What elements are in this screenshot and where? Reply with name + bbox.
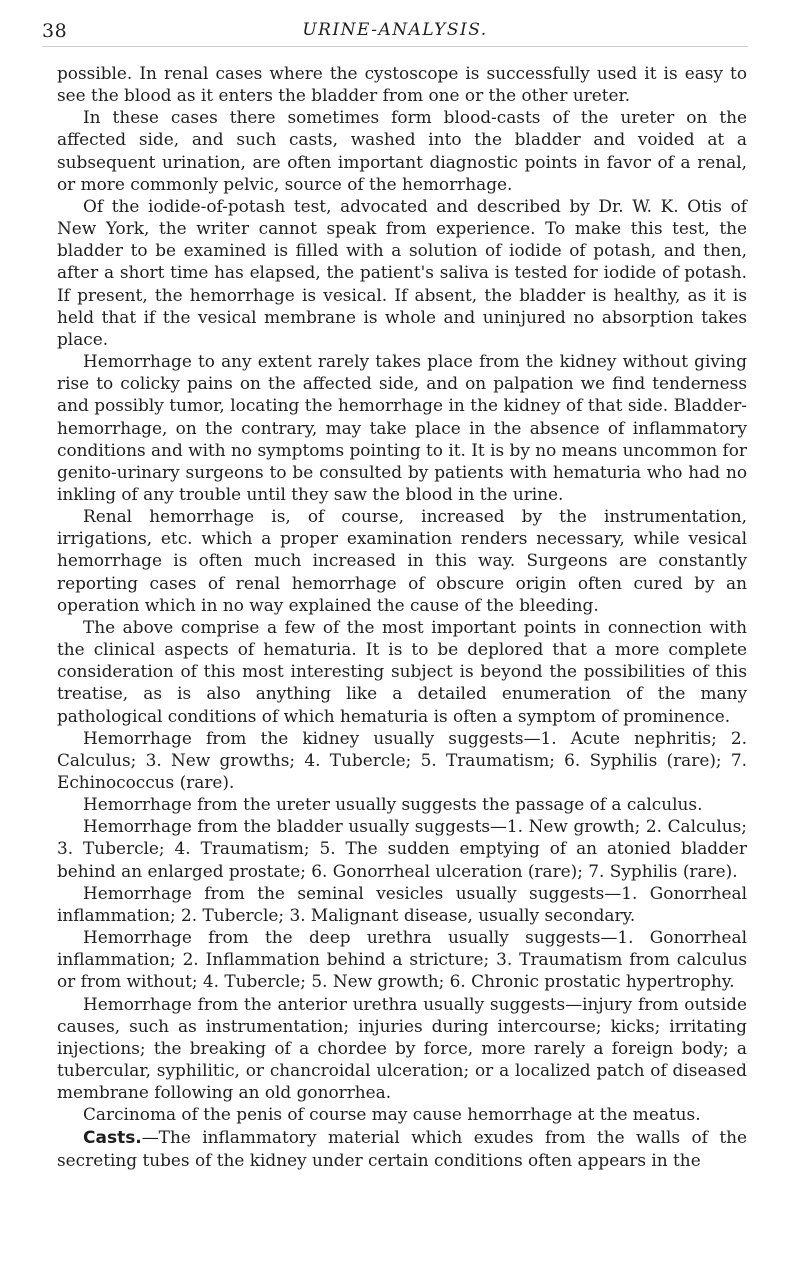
paragraph-renal-hemorrhage: Renal hemorrhage is, of course, increased by the instrumentation, irrigations, etc. which a proper examination renders necessary, while vesical hemorrhage is often much increased in this way. Surgeons are constantly reporting cases of renal hemorrhage of obscure origin often cured by an operation which in no way explained the cause of the bleeding. — [57, 506, 747, 615]
paragraph-carcinoma: Carcinoma of the penis of course may cause hemorrhage at the meatus. — [83, 1104, 701, 1125]
casts-heading: Casts. — [83, 1127, 142, 1148]
paragraph-casts — [57, 1126, 747, 1171]
page-number: 38 — [42, 20, 68, 42]
page-body — [57, 62, 747, 1171]
paragraph-ureter: Hemorrhage from the ureter usually suggests the passage of a calculus. — [83, 794, 703, 815]
paragraph-clinical-aspects: The above comprise a few of the most important points in connection with the clinical aspects of hematuria. It is to be deplored that a more complete consideration of this most interesting subject is beyond the possibilities of this treatise, as is also anything like a detailed enumeration of the many pathological conditions of which hematuria is often a symptom of prominence. — [57, 616, 747, 726]
paragraph-bladder-list: Hemorrhage from the bladder usually suggests—1. New growth; 2. Calculus; 3. Tubercle; 4. Traumatism; 5. The sudden emptying of an atonied bladder behind an enlarged prostate; 6. Gonorrheal ulceration (rare); 7. Syphilis (rare). — [57, 816, 747, 881]
paragraph-anterior-urethra: Hemorrhage from the anterior urethra usually suggests—injury from outside causes, such as instrumentation; injuries during intercourse; kicks; irritating injections; the breaking of a chordee by force, more rarely a foreign body; a tubercular, syphilitic, or chancroidal ulceration; or a localized patch of diseased membrane following an old gonorrhea. — [57, 993, 747, 1103]
paragraph-seminal-vesicles: Hemorrhage from the seminal vesicles usually suggests—1. Gonorrheal inflammation; 2. Tubercle; 3. Malignant disease, usually secondary. — [57, 882, 747, 925]
running-head: URINE-ANALYSIS. — [302, 20, 488, 40]
page-header — [42, 12, 748, 47]
casts-text: —The inflammatory material which exudes from the walls of the secreting tubes of the kidney under certain conditions often appears in the — [57, 1126, 747, 1170]
paragraph-deep-urethra: Hemorrhage from the deep urethra usually suggests—1. Gonorrheal inflammation; 2. Inflammation behind a stricture; 3. Traumatism from calculus or from without; 4. Tubercle; 5. New growth; 6. Chronic prostatic hypertrophy. — [57, 927, 747, 992]
paragraph-kidney-hemorrhage: Hemorrhage to any extent rarely takes place from the kidney without giving rise to colicky pains on the affected side, and on palpation we find tenderness and possibly tumor, locating the hemorrhage in the kidney of that side. Bladder-hemorrhage, on the contrary, may take place in the absence of inflammatory conditions and with no symptoms pointing to it. It is by no means uncommon for genito-urinary surgeons to be consulted by patients with hematuria who had no inkling of any trouble until they saw the blood in the urine. — [57, 351, 747, 504]
paragraph-iodide-test: Of the iodide-of-potash test, advocated and described by Dr. W. K. Otis of New York, the writer cannot speak from experience. To make this test, the bladder to be examined is filled with a solution of iodide of potash, and then, after a short time has elapsed, the patient's saliva is tested for iodide of potash. If present, the hemorrhage is vesical. If absent, the bladder is healthy, as it is held that if the vesical membrane is whole and uninjured no absorption takes place. — [57, 195, 747, 349]
paragraph-blood-casts: In these cases there sometimes form blood-casts of the ureter on the affected side, and such casts, washed into the bladder and voided at a subsequent urination, are often important diagnostic points in favor of a renal, or more commonly pelvic, source of the hemorrhage. — [57, 107, 747, 194]
paragraph-kidney-list: Hemorrhage from the kidney usually suggests—1. Acute nephritis; 2. Calculus; 3. New growths; 4. Tubercle; 5. Traumatism; 6. Syphilis (rare); 7. Echinococcus (rare). — [57, 727, 747, 792]
paragraph-continuation: possible. In renal cases where the cystoscope is successfully used it is easy to see the blood as it enters the bladder from one or the other ureter. — [57, 63, 747, 106]
